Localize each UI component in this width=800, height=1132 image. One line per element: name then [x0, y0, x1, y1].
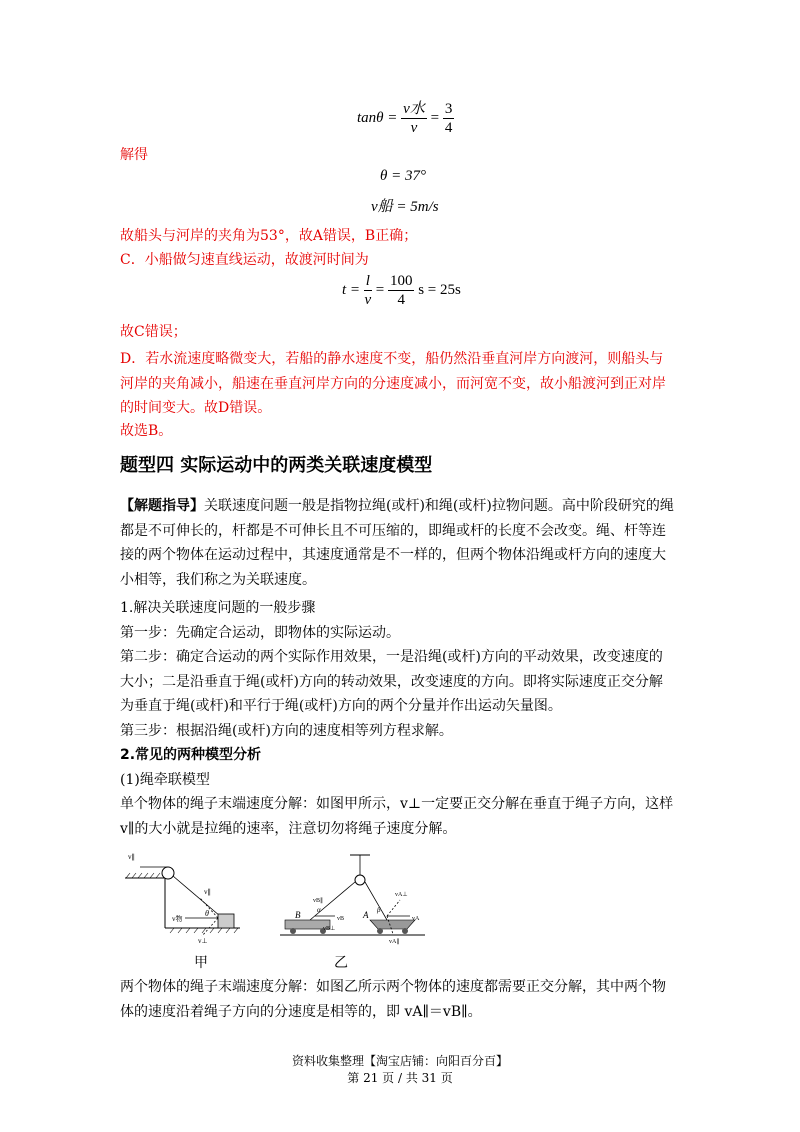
- hatch-top: [126, 873, 160, 878]
- wheel: [377, 928, 383, 934]
- label-theta: θ: [205, 909, 209, 918]
- label-vA: vA: [412, 916, 420, 922]
- label-vB-par: vB∥: [313, 898, 324, 904]
- equation-tan-theta: tanθ = $\frac{\text{v水}}{v}$ = $\frac{3}{4}$: [357, 101, 453, 136]
- solve-label: 解得: [120, 147, 148, 163]
- figure-yi: [275, 850, 430, 945]
- footer-source: 资料收集整理【淘宝店铺：向阳百分百】: [291, 1054, 508, 1068]
- rope: [173, 876, 220, 916]
- label-vB-perp: vB⊥: [323, 926, 336, 932]
- equation-time: t = $\frac{l}{v}$ = $\frac{100}{4}$ s = 25s: [342, 273, 461, 308]
- option-c-text: C．小船做匀速直线运动，故渡河时间为: [120, 252, 369, 268]
- equation-theta: θ = 37°: [380, 168, 426, 184]
- guide-paragraph: 【解题指导】关联速度问题一般是指物拉绳(或杆)和绳(或杆)拉物问题。高中阶段研究的绳 都是不可伸长的，杆都是不可伸长且不可压缩的，即绳或杆的长度不会改变。绳、杆等连 接的两个物体在运动过程中，其速度通常是不一样的，但两个物体沿绳或杆方向的速度大 小相等，我们称之为关联速度。: [120, 498, 674, 588]
- figure-jia-caption: 甲: [194, 955, 208, 971]
- hatch-bottom: [170, 928, 238, 933]
- figure-jia: [120, 848, 250, 943]
- steps-block: 1.解决关联速度问题的一般步骤 第一步：先确定合运动，即物体的实际运动。 第二步：确定合运动的两个实际作用效果，一是沿绳(或杆)方向的平动效果，改变速度的 大小；二是沿垂直于绳(或杆)方向的转动效果，改变速度的方向。即将实际速度正交分解 为垂直于绳(或杆)和平行于绳(或杆)方向的两个分量并作出运动矢量图。 第三步：根据沿绳(或杆)方向的速度相等列方程求解。 2.常见的两种模型分析 (1)绳牵联模型 单个物体的绳子末端速度分解：如图甲所示，v⊥一定要正交分解在垂直于绳子方向，这样 v∥的大小就是拉绳的速率，注意切勿将绳子速度分解。: [120, 600, 674, 837]
- label-v-perp: v⊥: [198, 937, 208, 943]
- cart-a: [370, 920, 415, 929]
- label-v-obj: v物: [172, 915, 183, 923]
- label-v-par: v∥: [204, 888, 211, 896]
- option-d-text: D．若水流速度略微变大，若船的静水速度不变，船仍然沿垂直河岸方向渡河，则船头与 河岸的夹角减小，船速在垂直河岸方向的分速度减小，而河宽不变，故小船渡河到正对岸 的时间变大。故D错误。: [120, 351, 666, 416]
- wheel: [402, 928, 408, 934]
- label-B: B: [295, 910, 301, 920]
- pulley: [355, 875, 365, 885]
- wheel: [290, 928, 296, 934]
- object-block: [218, 914, 234, 928]
- label-vB: vB: [337, 916, 345, 922]
- v-perp-arrow: [202, 918, 218, 936]
- figure-yi-caption: 乙: [334, 955, 348, 971]
- label-alpha: α: [317, 906, 321, 914]
- two-object-paragraph: 两个物体的绳子末端速度分解：如图乙所示两个物体的速度都需要正交分解，其中两个物 体的速度沿着绳子方向的分速度是相等的，即 vA∥＝vB∥。: [120, 979, 666, 1020]
- answer-text: 故选B。: [120, 423, 173, 439]
- option-a-text: 故船头与河岸的夹角为53°，故A错误，B正确；: [120, 228, 418, 244]
- label-vA-perp: vA⊥: [395, 892, 408, 898]
- label-beta: β: [377, 906, 381, 914]
- equation-v-boat: v船 = 5m/s: [371, 199, 439, 215]
- option-c-conclusion: 故C错误；: [120, 324, 187, 340]
- vA-perp-arrow: [387, 900, 400, 916]
- label-A: A: [363, 910, 369, 920]
- label-v-top: v∥: [128, 853, 135, 861]
- footer-page-number: 第 21 页 / 共 31 页: [347, 1071, 453, 1085]
- pulley: [162, 867, 174, 879]
- label-vA-par: vA∥: [389, 939, 400, 945]
- section-heading: 题型四 实际运动中的两类关联速度模型: [120, 455, 433, 476]
